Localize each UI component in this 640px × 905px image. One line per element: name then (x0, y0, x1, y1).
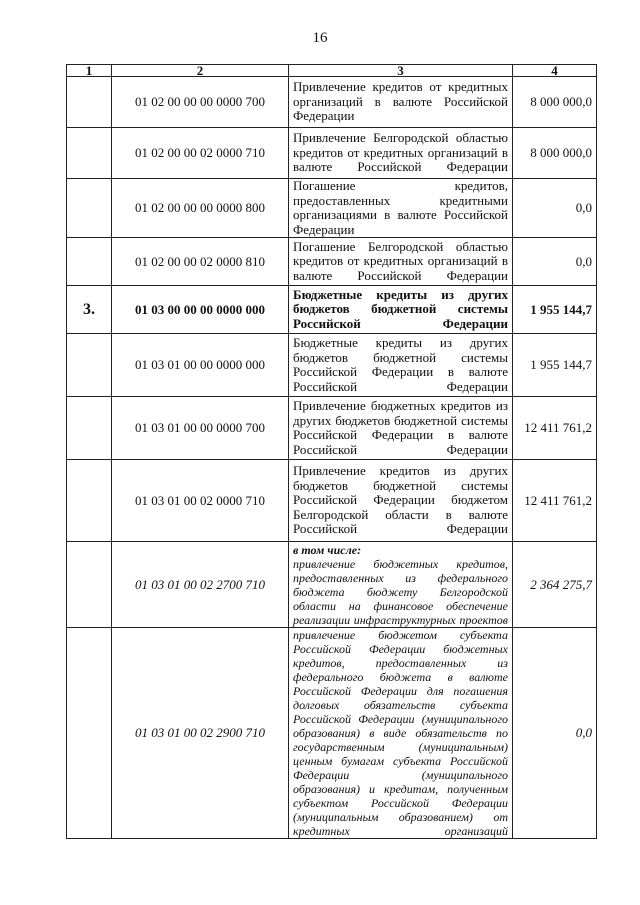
row-amount: 1 955 144,7 (513, 334, 597, 397)
row-name: Привлечение Белгородской областью кредитов от кредитных организаций в валюте Российской Федерации (289, 128, 513, 179)
row-amount: 2 364 275,7 (513, 542, 597, 628)
row-name: Бюджетные кредиты из других бюджетов бюджетной системы Российской Федерации в валюте Российской Федерации (289, 334, 513, 397)
row-name: Привлечение кредитов от кредитных организаций в валюте Российской Федерации (289, 77, 513, 128)
table-row (67, 334, 597, 397)
row-number (67, 238, 112, 286)
row-code: 01 02 00 00 02 0000 710 (112, 128, 289, 179)
row-name: Погашение Белгородской областью кредитов от кредитных организаций в валюте Российской Федерации (289, 238, 513, 286)
row-code: 01 02 00 00 00 0000 800 (112, 179, 289, 238)
table-row (67, 460, 597, 542)
row-code: 01 02 00 00 02 0000 810 (112, 238, 289, 286)
row-number (67, 334, 112, 397)
header-col-3: 3 (289, 65, 513, 77)
table-header-row (67, 65, 597, 77)
table-row (67, 128, 597, 179)
row-name: Погашение кредитов, предоставленных кредитными организациями в валюте Российской Федерации (289, 179, 513, 238)
row-number (67, 460, 112, 542)
row-amount: 8 000 000,0 (513, 77, 597, 128)
table-row (67, 77, 597, 128)
row-name: Бюджетные кредиты из других бюджетов бюджетной системы Российской Федерации (289, 286, 513, 334)
row-number (67, 128, 112, 179)
table-row-section (67, 286, 597, 334)
row-code: 01 03 01 00 02 2700 710 (112, 542, 289, 628)
header-col-1: 1 (67, 65, 112, 77)
row-amount: 1 955 144,7 (513, 286, 597, 334)
row-name: Привлечение бюджетных кредитов из других бюджетов бюджетной системы Российской Федерации в валюте Российской Федерации (289, 397, 513, 460)
row-number (67, 179, 112, 238)
row-code: 01 02 00 00 00 0000 700 (112, 77, 289, 128)
row-amount: 8 000 000,0 (513, 128, 597, 179)
header-col-2: 2 (112, 65, 289, 77)
row-amount: 12 411 761,2 (513, 460, 597, 542)
row-name: привлечение бюджетных кредитов, предоставленных из федерального бюджета бюджету Белгородской области на финансовое обеспечение реализации инфраструктурных проектов (293, 556, 508, 627)
row-name: Привлечение кредитов из других бюджетов бюджетной системы Российской Федерации бюджетом Белгородской области в валюте Российской Федерации (289, 460, 513, 542)
budget-sources-table (66, 64, 597, 839)
row-code: 01 03 01 00 00 0000 700 (112, 397, 289, 460)
table-row (67, 542, 597, 628)
table-row (67, 179, 597, 238)
row-name-cell (289, 542, 513, 628)
table-row (67, 628, 597, 839)
row-number: 3. (67, 286, 112, 334)
table-row (67, 238, 597, 286)
row-amount: 0,0 (513, 238, 597, 286)
row-code: 01 03 01 00 02 0000 710 (112, 460, 289, 542)
row-code: 01 03 01 00 00 0000 000 (112, 334, 289, 397)
row-code: 01 03 01 00 02 2900 710 (112, 628, 289, 839)
row-number (67, 542, 112, 628)
row-amount: 12 411 761,2 (513, 397, 597, 460)
row-amount: 0,0 (513, 179, 597, 238)
header-col-4: 4 (513, 65, 597, 77)
row-number (67, 628, 112, 839)
page-number: 16 (312, 30, 328, 46)
row-amount: 0,0 (513, 628, 597, 839)
row-number (67, 397, 112, 460)
row-code: 01 03 00 00 00 0000 000 (112, 286, 289, 334)
row-number (67, 77, 112, 128)
row-intro: в том числе: (293, 542, 362, 557)
table-row (67, 397, 597, 460)
row-name: привлечение бюджетом субъекта Российской Федерации бюджетных кредитов, предоставленных из федерального бюджета в валюте Российской Федерации для погашения долговых обязательств субъекта Российской Федерации (муниципального образования) в виде обязательств по государственным (муниципальным) ценным бумагам субъекта Российской Федерации (муниципального образования) и кредитам, полученным субъектом Российской Федерации (муниципальным образованием) от кредитных организаций (289, 628, 513, 839)
